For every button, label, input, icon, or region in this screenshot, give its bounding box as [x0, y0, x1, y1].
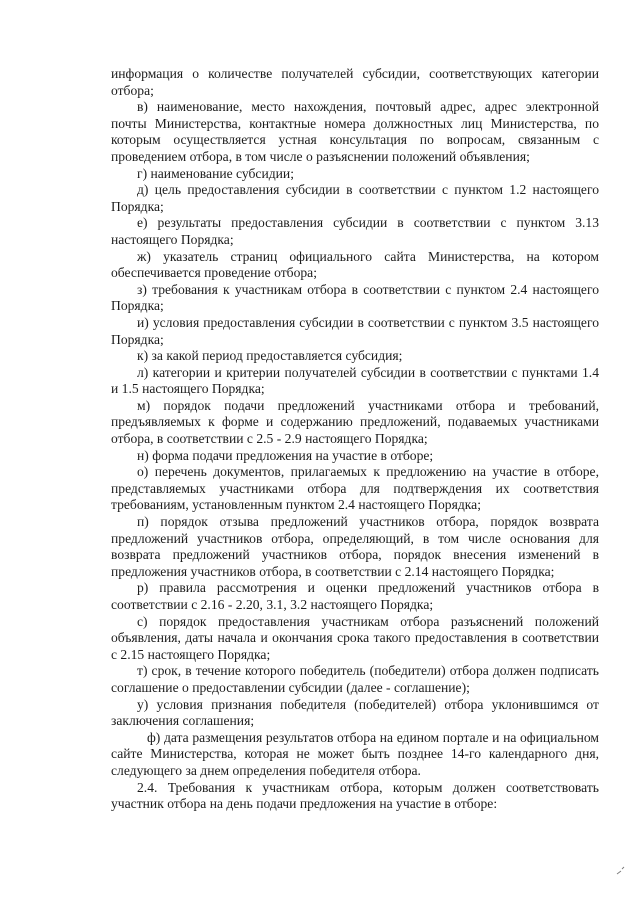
- paragraph-item-zh-website-pages: ж) указатель страниц официального сайта Министерства, на котором обеспечивается проведение отбора;: [111, 248, 599, 281]
- paragraph-item-u-evasion-conditions: у) условия признания победителя (победителей) отбора уклонившимся от заключения соглашения;: [111, 696, 599, 729]
- paragraph-item-z-participant-requirements: з) требования к участникам отбора в соответствии с пунктом 2.4 настоящего Порядка;: [111, 281, 599, 314]
- paragraph-continuation-recipients-info: информация о количестве получателей субсидии, соответствующих категории отбора;: [111, 66, 599, 98]
- paragraph-item-n-submission-form: н) форма подачи предложения на участие в отборе;: [137, 447, 434, 463]
- document-body: [111, 66, 599, 813]
- paragraph-item-t-signing-deadline: т) срок, в течение которого победитель (победители) отбора должен подписать соглашение о предоставлении субсидии (далее - соглашение);: [111, 663, 599, 695]
- paragraph-item-g-subsidy-name: г) наименование субсидии;: [137, 165, 294, 181]
- paragraph-item-v-contacts: в) наименование, место нахождения, почтовый адрес, адрес электронной почты Министерства, контактные номера должностных лиц Министерства, по которым осуществляется устная консультация по вопросам, связанным с проведением отбора, в том числе о разъяснении положений объявления;: [111, 99, 599, 164]
- paragraph-item-e-results: е) результаты предоставления субсидии в соответствии с пунктом 3.13 настоящего Порядка;: [111, 215, 599, 247]
- paragraph-item-p-withdrawal-order: п) порядок отзыва предложений участников отбора, порядок возврата предложений участников отбора, определяющий, в том числе основания для возврата предложений участников отбора, порядок внесения изменений в предложения участников отбора, в соответствии с 2.14 настоящего Порядка;: [111, 514, 599, 579]
- paragraph-section-2-4: 2.4. Требования к участникам отбора, которым должен соответствовать участник отбора на день подачи предложения на участие в отборе:: [111, 779, 599, 812]
- paragraph-item-r-review-rules: р) правила рассмотрения и оценки предложений участников отбора в соответствии с 2.16 - 2.20, 3.1, 3.2 настоящего Порядка;: [111, 580, 599, 612]
- paragraph-item-l-categories: л) категории и критерии получателей субсидии в соответствии с пунктами 1.4 и 1.5 настоящего Порядка;: [111, 364, 599, 397]
- paragraph-item-s-clarifications: с) порядок предоставления участникам отбора разъяснений положений объявления, даты начала и окончания срока такого предоставления в соответствии с 2.15 настоящего Порядка;: [111, 613, 599, 662]
- paragraph-item-o-documents-list: о) перечень документов, прилагаемых к предложению на участие в отборе, представляемых участниками отбора для подтверждения их соответствия требованиям, установленным пунктом 2.4 настоящего Порядка;: [111, 464, 599, 513]
- paragraph-item-d-purpose: д) цель предоставления субсидии в соответствии с пунктом 1.2 настоящего Порядка;: [111, 182, 599, 214]
- scan-speck-mark: [616, 866, 626, 876]
- paragraph-item-i-conditions: и) условия предоставления субсидии в соответствии с пунктом 3.5 настоящего Порядка;: [111, 314, 599, 347]
- paragraph-item-f-results-date: ф) дата размещения результатов отбора на едином портале и на официальном сайте Министерства, которая не может быть позднее 14-го календарного дня, следующего за днем определения победителя отбора.: [111, 729, 599, 778]
- paragraph-item-m-submission-order: м) порядок подачи предложений участниками отбора и требований, предъявляемых к форме и содержанию предложений, подаваемых участниками отбора, в соответствии с 2.5 - 2.9 настоящего Порядка;: [111, 397, 599, 447]
- paragraph-item-k-period: к) за какой период предоставляется субсидия;: [137, 348, 403, 364]
